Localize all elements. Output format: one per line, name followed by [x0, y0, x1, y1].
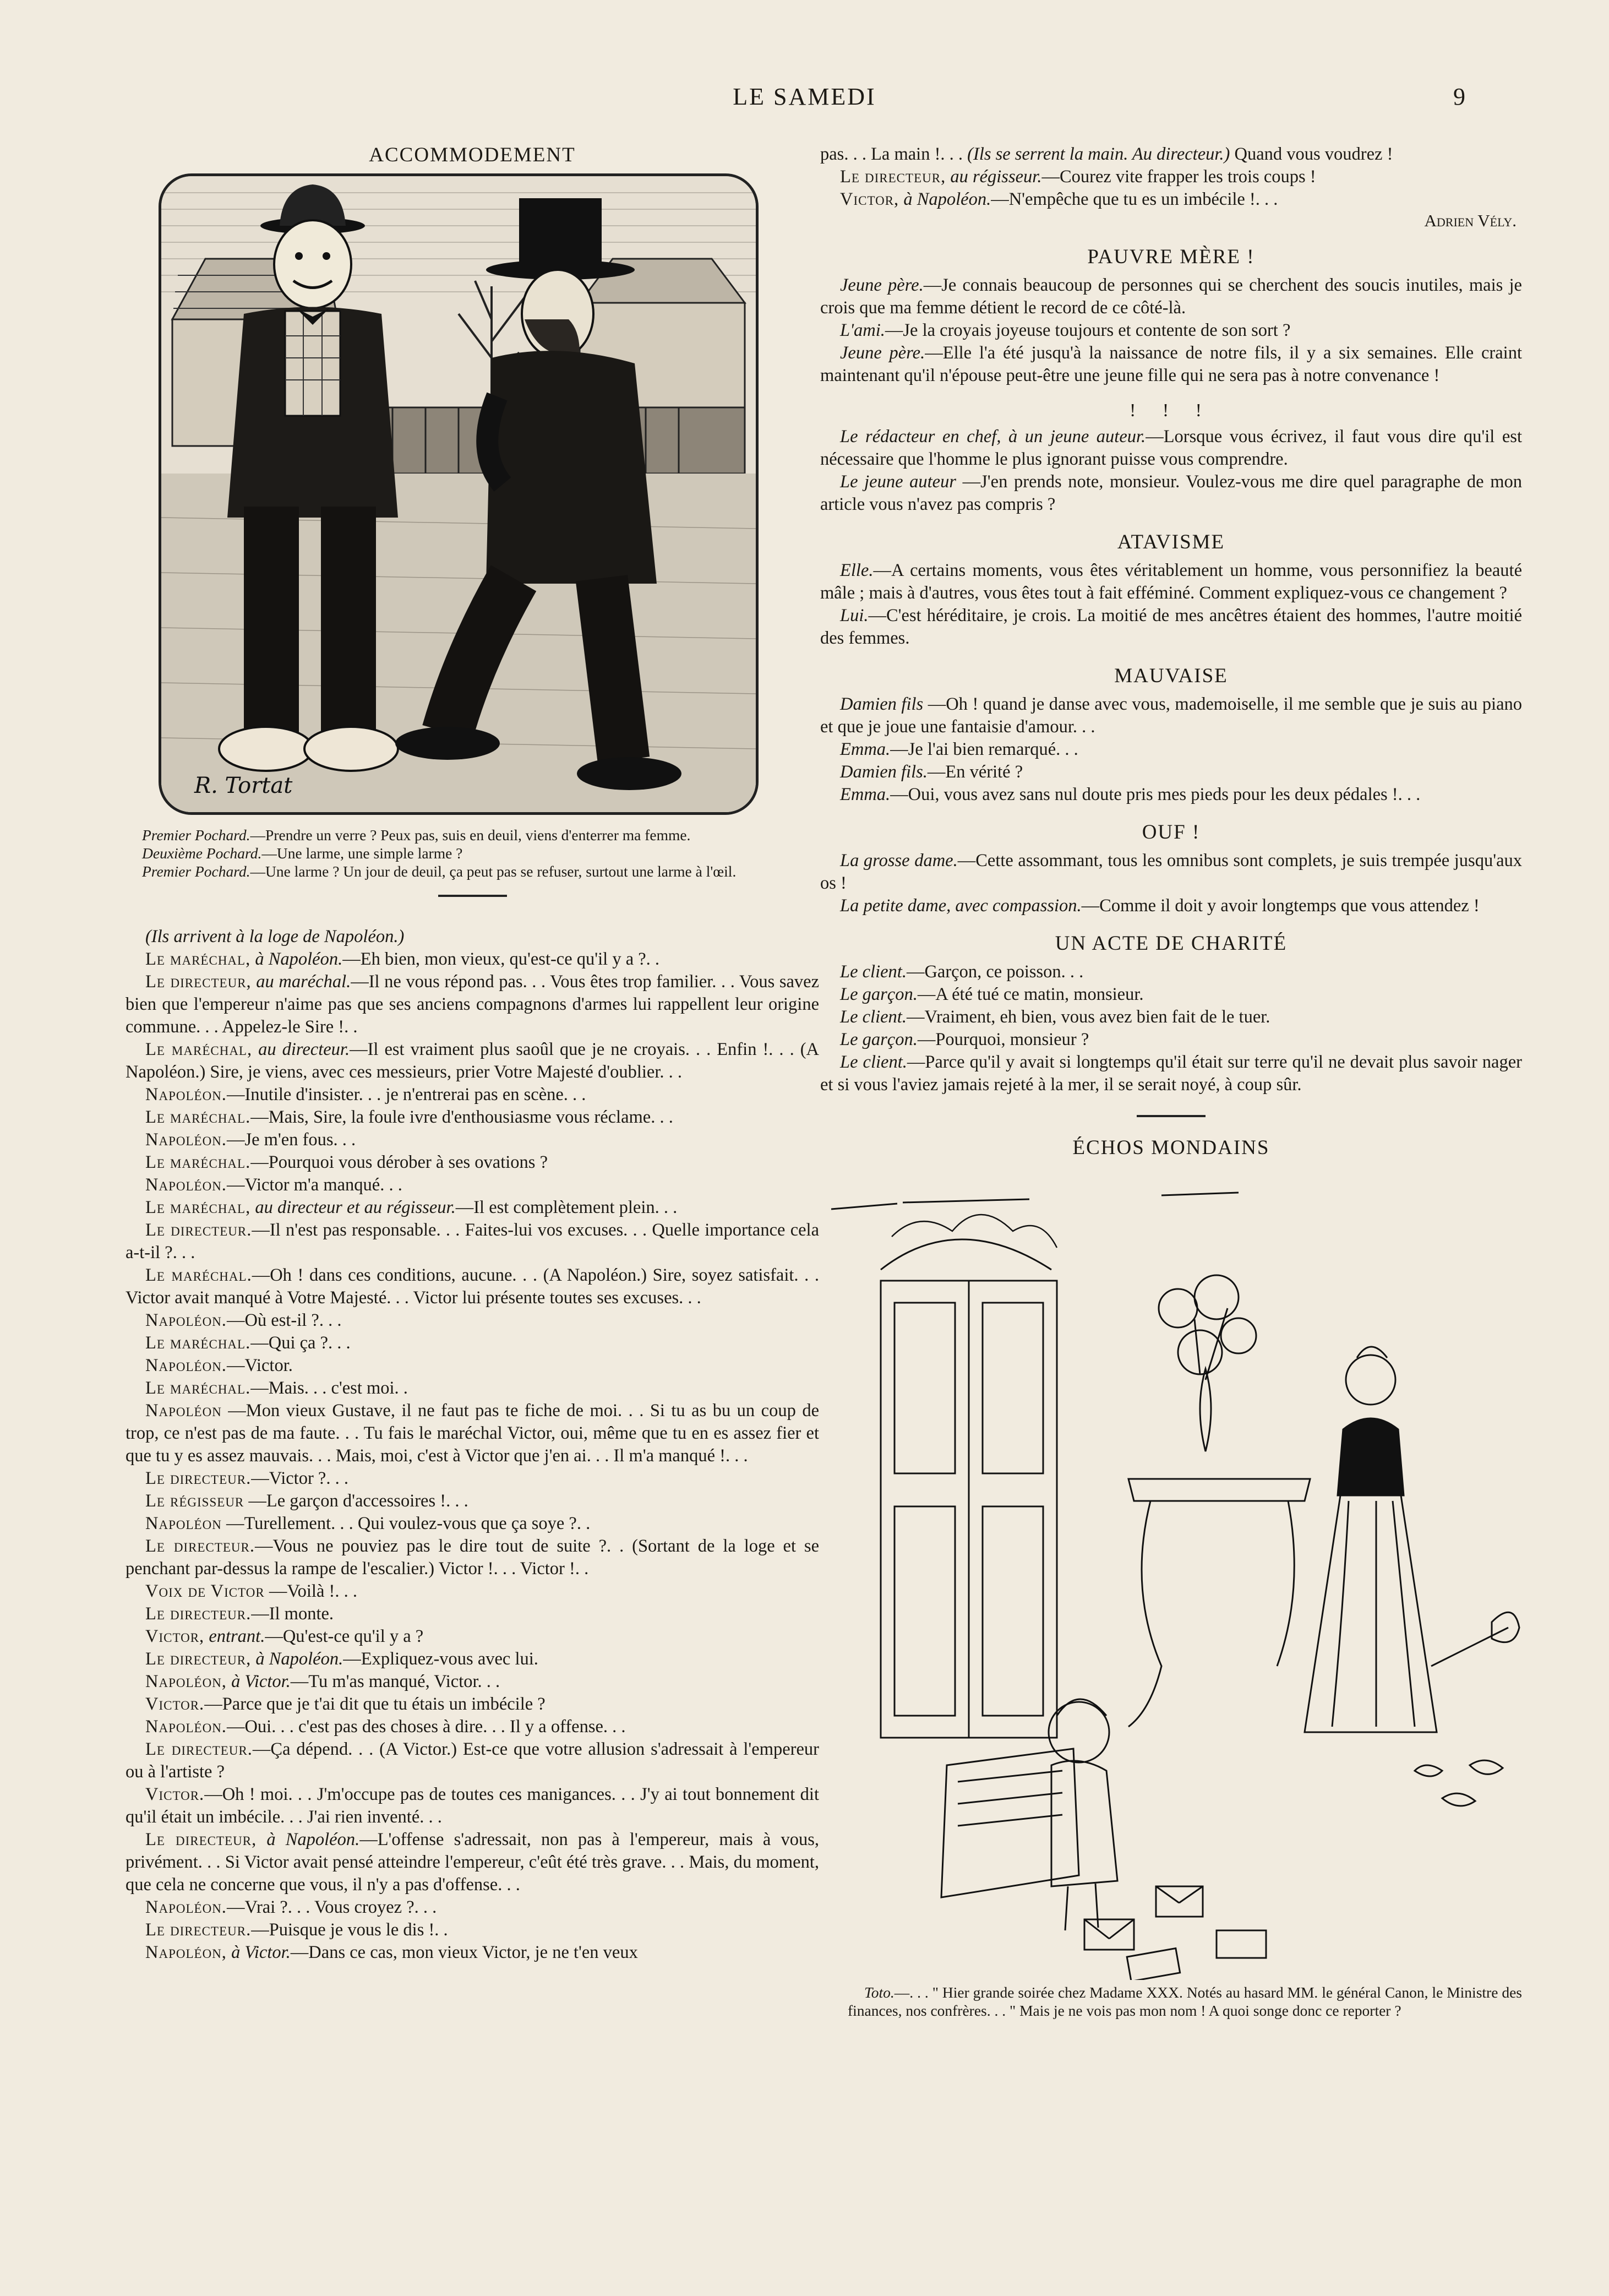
- dialogue-line: [820, 274, 1522, 319]
- speech-text: —Pourquoi vous dérober à ses ovations ?: [250, 1152, 548, 1172]
- dialogue-line: [126, 1467, 819, 1490]
- speech-text: —Il est vraiment plus saoûl que je ne croyais. . . Enfin !. . . (A Napoléon.) Sire, je viens, avec ces messieurs, prier Votre Majesté d'oublier. . .: [126, 1040, 819, 1082]
- dialogue-line: [820, 426, 1522, 471]
- speaker-name: Le directeur.: [145, 1536, 255, 1556]
- section-divider: [438, 895, 507, 897]
- dialogue-line: [820, 784, 1522, 806]
- speaker-name: Victor,: [840, 189, 899, 209]
- stage-direction: à Napoléon.: [899, 189, 991, 209]
- section-title: OUF !: [1142, 821, 1201, 844]
- speech-text: —Tu m'as manqué, Victor. . .: [290, 1672, 500, 1691]
- speech-text: —Oui. . . c'est pas des choses à dire. . . Il y a offense. . .: [226, 1717, 626, 1737]
- speaker-name: Le directeur,: [145, 1830, 257, 1849]
- speaker-name: Napoléon.: [145, 1175, 227, 1195]
- stage-direction: au maréchal.: [251, 972, 351, 992]
- section-title: MAUVAISE: [1114, 665, 1228, 687]
- stage-direction: (Ils arrivent à la loge de Napoléon.): [145, 927, 405, 946]
- dialogue-line: [126, 1896, 819, 1919]
- dialogue-line: [820, 143, 1522, 166]
- dialogue-line: [126, 971, 819, 1038]
- speaker-name: Le garçon.: [840, 984, 918, 1004]
- dialogue-line: [820, 961, 1522, 983]
- stage-direction: au directeur et au régisseur.: [250, 1198, 456, 1217]
- stage-direction: au régisseur.: [946, 167, 1042, 187]
- dialogue-line: [820, 983, 1522, 1006]
- dialogue-line: [126, 1919, 819, 1941]
- speech-text: —L'offense s'adressait, non pas à l'empereur, mais à vous, privément. . . Si Victor avait pensé atteindre l'empereur, c'eût été très grave. . . Mais, du moment, que cela ne concerne que vous, il n'y a pas d'offense. . .: [126, 1830, 819, 1895]
- speech-text: —Voilà !. . .: [264, 1581, 357, 1601]
- dialogue-line: [126, 1400, 819, 1467]
- speech-text: —Courez vite frapper les trois coups !: [1041, 167, 1316, 187]
- speech-text: —Puisque je vous le dis !. .: [251, 1920, 448, 1940]
- speech-text: —Oh ! dans ces conditions, aucune. . . (A Napoléon.) Sire, soyez satisfait. . . Victor avait manqué à Votre Majesté. . . Victor lui présente toutes ses excuses. . .: [126, 1265, 819, 1308]
- dialogue-line: [126, 1219, 819, 1264]
- dialogue-line: [126, 1941, 819, 1964]
- speech-text: pas. . . La main !. . .: [820, 144, 968, 164]
- dialogue-line: [820, 342, 1522, 387]
- speaker-name: Le directeur.: [145, 1468, 252, 1488]
- speech-text: —Cette assommant, tous les omnibus sont complets, je suis trempée jusqu'aux os !: [820, 851, 1522, 893]
- speaker-name: Le maréchal.: [145, 1333, 251, 1353]
- anecdote-sections: [820, 245, 1522, 1096]
- speech-text: —Il ne vous répond pas. . . Vous êtes trop familier. . . Vous savez bien que l'empereur n'aime pas que ses anciens compagnons d'armes lui rappellent leur origine commune. . . Appelez-le Sire !. .: [126, 972, 820, 1037]
- speech-text: —Je l'ai bien remarqué. . .: [890, 739, 1078, 759]
- speaker-name: Le client.: [840, 1052, 907, 1072]
- speech-text: —Vous ne pouviez pas le dire tout de suite ?. . (Sortant de la loge et se penchant par-dessus la rampe de l'escalier.) Victor !. . . Victor !. .: [126, 1536, 819, 1579]
- speech-text: —Lorsque vous écrivez, il faut vous dire qu'il est nécessaire que l'homme le plus ignorant puisse vous comprendre.: [820, 427, 1522, 469]
- speaker-name: Le directeur,: [840, 167, 946, 187]
- speaker-name: Victor,: [145, 1626, 205, 1646]
- dialogue-line: [820, 319, 1522, 342]
- speech-text: —En vérité ?: [927, 762, 1023, 782]
- speaker-name: Elle.: [840, 561, 874, 580]
- stage-direction: à Napoléon.: [257, 1830, 360, 1849]
- speech-text: —Qu'est-ce qu'il y a ?: [265, 1626, 424, 1646]
- speaker-name: Le maréchal.: [145, 1152, 251, 1172]
- dialogue-line: [820, 761, 1522, 784]
- dialogue-line: [126, 1332, 819, 1354]
- speaker-name: Damien fils.: [840, 762, 928, 782]
- dialogue-line: [126, 1151, 819, 1174]
- dialogue-line: [126, 926, 819, 948]
- speaker-name: La petite dame, avec compassion.: [840, 896, 1082, 916]
- speaker-name: Jeune père.: [840, 343, 925, 363]
- speech-text: —Turellement. . . Qui voulez-vous que ça soye ?. .: [221, 1514, 591, 1533]
- speech-text: —Pourquoi, monsieur ?: [917, 1030, 1089, 1049]
- speaker-name: Napoléon: [145, 1514, 222, 1533]
- section-divider: [1137, 1115, 1206, 1117]
- speaker-name: Jeune père.: [840, 275, 924, 295]
- speaker-name: Le directeur.: [145, 1220, 252, 1240]
- speaker-name: Le directeur.: [145, 1920, 252, 1940]
- speaker-name: Le client.: [840, 1007, 907, 1027]
- dialogue-line: [126, 1309, 819, 1332]
- author-signature: Adrien Vély.: [1424, 211, 1517, 230]
- echos-mondains-illustration: [820, 1171, 1522, 1980]
- section-title: ! ! !: [1130, 400, 1213, 421]
- speaker-name: Napoléon.: [145, 1897, 227, 1917]
- speech-text: —Victor.: [226, 1356, 293, 1375]
- dialogue-line: [820, 1029, 1522, 1051]
- dialogue-line: [126, 1490, 819, 1512]
- speech-text: —Il est complètement plein. . .: [455, 1198, 678, 1217]
- speaker-name: Napoléon.: [145, 1085, 227, 1105]
- dialogue-line: [820, 850, 1522, 895]
- caption-line: Toto.—. . . " Hier grande soirée chez Madame XXX. Notés au hasard MM. le général Canon, le Ministre des finances, nos confrères. . . " Mais je ne vois pas mon nom ! A quoi songe donc ce reporter ?: [848, 1984, 1522, 2019]
- speech-text: —Oh ! moi. . . J'm'occupe pas de toutes ces manigances. . . J'y ai tout bonnement dit qu'il était un imbécile. . . J'ai rien inventé. . .: [126, 1784, 819, 1827]
- section-title: UN ACTE DE CHARITÉ: [1055, 932, 1288, 955]
- dialogue-line: [126, 1174, 819, 1196]
- speech-text: —A été tué ce matin, monsieur.: [917, 984, 1144, 1004]
- dialogue-line: [820, 693, 1522, 738]
- speaker-name: La grosse dame.: [840, 851, 958, 870]
- stage-direction: à Victor.: [226, 1943, 291, 1962]
- speech-text: —Je m'en fous. . .: [226, 1130, 356, 1150]
- speech-text: —Parce qu'il y avait si longtemps qu'il était sur terre qu'il ne devait plus savoir nager et si vous l'aviez jamais rejeté à la mer, il se serait noyé, à coup sûr.: [820, 1052, 1522, 1095]
- section-title: ATAVISME: [1117, 531, 1225, 553]
- speech-text: —Le garçon d'accessoires !. . .: [244, 1491, 468, 1511]
- running-head: LE SAMEDI: [733, 83, 876, 110]
- speaker-name: Le directeur,: [145, 1649, 252, 1669]
- stage-direction: entrant.: [204, 1626, 265, 1646]
- dialogue-line: [126, 1648, 819, 1671]
- speaker-name: Voix de Victor: [145, 1581, 265, 1601]
- speech-text: —N'empêche que tu es un imbécile !. . .: [991, 189, 1278, 209]
- speaker-name: Le maréchal,: [145, 1040, 253, 1059]
- speaker-name: Lui.: [840, 606, 869, 625]
- speech-text: —Expliquez-vous avec lui.: [343, 1649, 538, 1669]
- speaker-name: Le jeune auteur: [840, 472, 957, 492]
- dialogue-line: [820, 471, 1522, 516]
- right-column: [820, 143, 1522, 2020]
- speaker-name: Le directeur,: [145, 972, 252, 992]
- speaker-name: Le maréchal.: [145, 1265, 252, 1285]
- dialogue-line: [126, 1264, 819, 1309]
- dialogue-line: [820, 895, 1522, 917]
- drunkards-illustration: [159, 173, 759, 815]
- speech-text: —Victor m'a manqué. . .: [226, 1175, 402, 1195]
- stage-direction: (Ils se serrent la main. Au directeur.): [967, 144, 1230, 164]
- speech-text: —Où est-il ?. . .: [226, 1310, 342, 1330]
- section-title-echos-mondains: ÉCHOS MONDAINS: [1072, 1136, 1270, 1159]
- illustration-caption: [126, 826, 819, 880]
- dialogue-line: [126, 1129, 819, 1151]
- speech-text: —Comme il doit y avoir longtemps que vous attendez !: [1081, 896, 1480, 916]
- dialogue-line: [820, 188, 1522, 211]
- dialogue-line: [126, 1738, 819, 1783]
- speaker-name: Le client.: [840, 962, 907, 982]
- echos-caption: [820, 1983, 1522, 2020]
- dialogue-text: [126, 926, 819, 1964]
- speaker-name: Napoléon,: [145, 1943, 227, 1962]
- dialogue-line: [820, 605, 1522, 650]
- speech-text: —Il n'est pas responsable. . . Faites-lui vos excuses. . . Quelle importance cela a-t-il ?. . .: [126, 1220, 820, 1263]
- dialogue-line: [126, 1535, 819, 1580]
- speech-text: Quand vous voudrez !: [1230, 144, 1393, 164]
- speaker-name: Le rédacteur en chef, à un jeune auteur.: [840, 427, 1146, 447]
- dialogue-line: [820, 1006, 1522, 1029]
- dialogue-continuation: [820, 143, 1522, 211]
- speech-text: —A certains moments, vous êtes véritablement un homme, vous personnifiez la beauté mâle ; mais à d'autres, vous êtes tout à fait efféminé. Comment expliquez-vous ce changement ?: [820, 561, 1522, 603]
- stage-direction: à Napoléon.: [251, 1649, 343, 1669]
- speaker-name: Napoléon: [145, 1401, 222, 1421]
- speaker-name: Napoléon.: [145, 1356, 227, 1375]
- speaker-name: Napoléon.: [145, 1130, 227, 1150]
- dialogue-line: [820, 166, 1522, 188]
- speech-text: —Qui ça ?. . .: [250, 1333, 351, 1353]
- speech-text: —Inutile d'insister. . . je n'entrerai pas en scène. . .: [226, 1085, 586, 1105]
- speech-text: —C'est héréditaire, je crois. La moitié de mes ancêtres étaient des hommes, l'autre moitié des femmes.: [820, 606, 1522, 648]
- dialogue-line: [126, 1106, 819, 1129]
- speaker-name: L'ami.: [840, 320, 885, 340]
- speaker-name: Victor.: [145, 1694, 205, 1714]
- dialogue-line: [126, 1693, 819, 1716]
- speech-text: —Vrai ?. . . Vous croyez ?. . .: [226, 1897, 437, 1917]
- speaker-name: Emma.: [840, 785, 891, 804]
- speech-text: —Oh ! quand je danse avec vous, mademoiselle, il me semble que je suis au piano et que je joue une fantaisie d'amour. . .: [820, 694, 1522, 737]
- dialogue-line: [126, 1829, 819, 1896]
- dialogue-line: [126, 1716, 819, 1738]
- stage-direction: au directeur.: [252, 1040, 350, 1059]
- dialogue-line: [126, 1084, 819, 1106]
- speech-text: —Ça dépend. . . (A Victor.) Est-ce que votre allusion s'adressait à l'empereur ou à l'artiste ?: [126, 1739, 819, 1782]
- speaker-name: Le maréchal.: [145, 1107, 251, 1127]
- speaker-name: Napoléon.: [145, 1310, 227, 1330]
- section-title-accommodement: ACCOMMODEMENT: [369, 144, 576, 166]
- speech-text: —Parce que je t'ai dit que tu étais un imbécile ?: [204, 1694, 546, 1714]
- speech-text: —Elle l'a été jusqu'à la naissance de notre fils, il y a six semaines. Elle craint maintenant qu'il n'épouse peut-être une jeune fille qui ne sera pas à notre convenance !: [820, 343, 1522, 385]
- dialogue-line: [820, 738, 1522, 761]
- speaker-name: Le directeur.: [145, 1739, 253, 1759]
- dialogue-line: [126, 1603, 819, 1625]
- speech-text: —Dans ce cas, mon vieux Victor, je ne t'en veux: [290, 1943, 638, 1962]
- stage-direction: à Napoléon.: [250, 949, 343, 969]
- speaker-name: Le régisseur: [145, 1491, 244, 1511]
- speaker-name: Napoléon,: [145, 1672, 227, 1691]
- dialogue-line: [820, 559, 1522, 605]
- drunkards-drawing: [161, 176, 756, 812]
- dialogue-line: [126, 1377, 819, 1400]
- illustration-signature: R. Tortat: [194, 773, 293, 798]
- speech-text: —Mais. . . c'est moi. .: [250, 1378, 408, 1398]
- caption-line: Premier Pochard.—Une larme ? Un jour de deuil, ça peut pas se refuser, surtout une larme à l'œil.: [142, 863, 737, 880]
- dialogue-line: [126, 1625, 819, 1648]
- dialogue-line: [126, 1671, 819, 1693]
- speaker-name: Emma.: [840, 739, 891, 759]
- speech-text: —Je connais beaucoup de personnes qui se cherchent des soucis inutiles, mais je crois que ma femme détient le record de ce côté-là.: [820, 275, 1522, 318]
- speech-text: —Il monte.: [251, 1604, 334, 1624]
- speaker-name: Le garçon.: [840, 1030, 918, 1049]
- dialogue-line: [126, 948, 819, 971]
- dialogue-line: [126, 1038, 819, 1084]
- page-number: 9: [1453, 83, 1465, 110]
- dialogue-line: [126, 1783, 819, 1829]
- speech-text: —Mais, Sire, la foule ivre d'enthousiasme vous réclame. . .: [250, 1107, 673, 1127]
- stage-direction: à Victor.: [226, 1672, 291, 1691]
- speech-text: —Je la croyais joyeuse toujours et contente de son sort ?: [885, 320, 1291, 340]
- salon-drawing: [820, 1171, 1522, 1980]
- speaker-name: Le maréchal.: [145, 1378, 251, 1398]
- dialogue-line: [126, 1580, 819, 1603]
- dialogue-line: [126, 1196, 819, 1219]
- caption-line: Deuxième Pochard.—Une larme, une simple larme ?: [142, 845, 463, 862]
- speaker-name: Victor.: [145, 1784, 205, 1804]
- speaker-name: Damien fils: [840, 694, 924, 714]
- speech-text: —Eh bien, mon vieux, qu'est-ce qu'il y a ?. .: [342, 949, 660, 969]
- speech-text: —J'en prends note, monsieur. Voulez-vous me dire quel paragraphe de mon article vous n'avez pas compris ?: [820, 472, 1522, 514]
- caption-line: Premier Pochard.—Prendre un verre ? Peux pas, suis en deuil, viens d'enterrer ma femme.: [142, 826, 691, 844]
- section-title: PAUVRE MÈRE !: [1087, 246, 1255, 268]
- speaker-name: Napoléon.: [145, 1717, 227, 1737]
- speech-text: —Garçon, ce poisson. . .: [906, 962, 1084, 982]
- dialogue-line: [820, 1051, 1522, 1096]
- dialogue-line: [126, 1354, 819, 1377]
- speaker-name: Le directeur.: [145, 1604, 252, 1624]
- dialogue-line: [126, 1512, 819, 1535]
- speech-text: —Victor ?. . .: [251, 1468, 348, 1488]
- speech-text: —Mon vieux Gustave, il ne faut pas te fiche de moi. . . Si tu as bu un coup de trop, ce n'est pas de ma faute. . . Tu fais le maréchal Victor, oui, même que tu en es assez fier et que tu y es assez mauvais. . . Mais, moi, c'est à Victor que j'en ai. . . Il m'a manqué !. . .: [126, 1401, 819, 1466]
- speaker-name: Le maréchal,: [145, 949, 251, 969]
- speech-text: —Vraiment, eh bien, vous avez bien fait de le tuer.: [906, 1007, 1270, 1027]
- speaker-name: Le maréchal,: [145, 1198, 251, 1217]
- left-column: [126, 143, 819, 1964]
- speech-text: —Oui, vous avez sans nul doute pris mes pieds pour les deux pédales !. . .: [890, 785, 1421, 804]
